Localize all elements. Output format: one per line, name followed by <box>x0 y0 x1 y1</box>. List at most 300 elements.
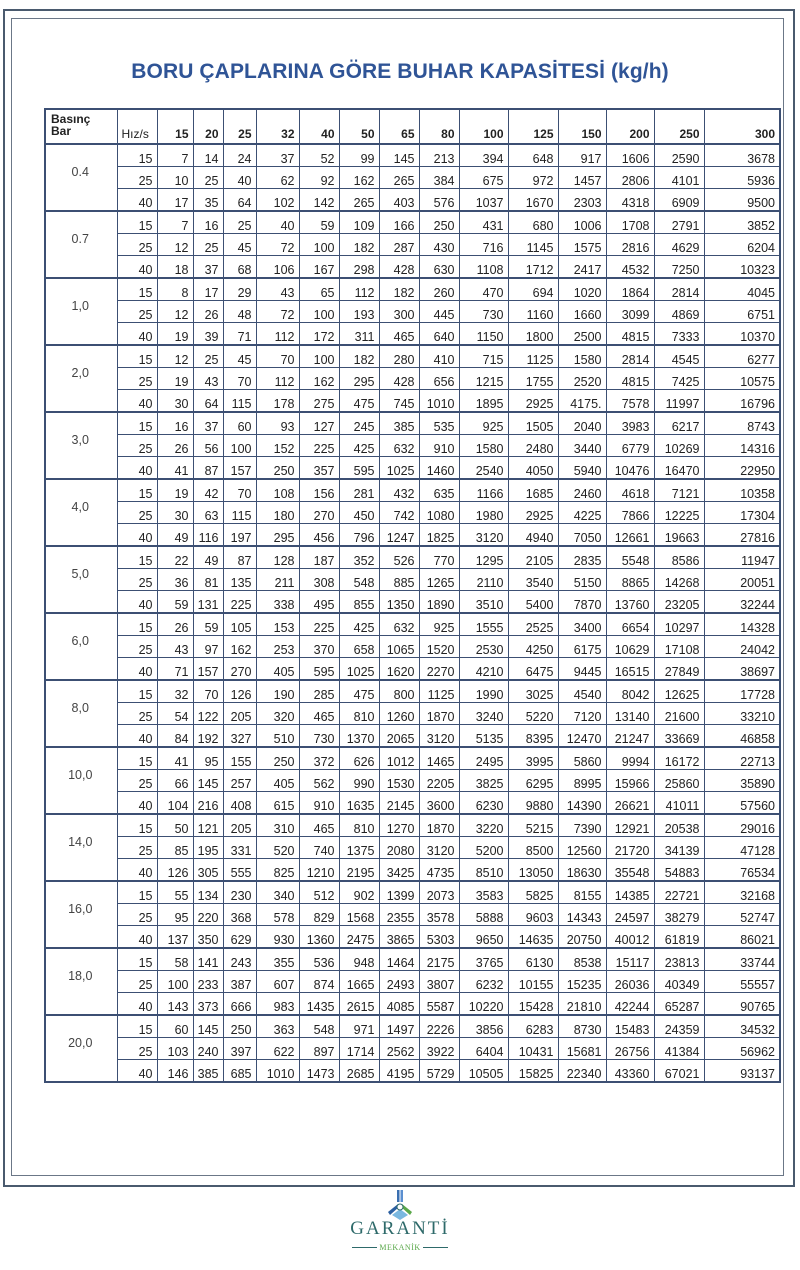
capacity-cell: 126 <box>157 859 193 882</box>
capacity-cell: 4869 <box>654 301 704 323</box>
capacity-cell: 50 <box>157 814 193 837</box>
capacity-cell: 5400 <box>508 591 558 614</box>
capacity-cell: 55557 <box>704 971 780 993</box>
capacity-cell: 32244 <box>704 591 780 614</box>
capacity-cell: 16172 <box>654 747 704 770</box>
capacity-cell: 456 <box>299 524 339 547</box>
capacity-cell: 1606 <box>606 144 654 167</box>
capacity-cell: 1870 <box>419 703 459 725</box>
table-row <box>45 457 780 480</box>
capacity-cell: 548 <box>339 569 379 591</box>
capacity-cell: 116 <box>193 524 223 547</box>
capacity-cell: 2175 <box>419 948 459 971</box>
capacity-cell: 5936 <box>704 167 780 189</box>
capacity-cell: 40 <box>256 211 299 234</box>
pressure-cell: 16,0 <box>45 881 117 948</box>
capacity-cell: 56 <box>193 435 223 457</box>
table-row <box>45 278 780 301</box>
pressure-cell: 5,0 <box>45 546 117 613</box>
capacity-cell: 1895 <box>459 390 508 413</box>
capacity-cell: 1555 <box>459 613 508 636</box>
capacity-cell: 2540 <box>459 457 508 480</box>
capacity-cell: 800 <box>379 680 419 703</box>
capacity-cell: 1010 <box>419 390 459 413</box>
capacity-cell: 5303 <box>419 926 459 949</box>
capacity-cell: 745 <box>379 390 419 413</box>
table-row <box>45 368 780 390</box>
capacity-cell: 12661 <box>606 524 654 547</box>
table-row <box>45 859 780 882</box>
capacity-cell: 192 <box>193 725 223 748</box>
capacity-cell: 281 <box>339 479 379 502</box>
capacity-cell: 19 <box>157 368 193 390</box>
capacity-cell: 13760 <box>606 591 654 614</box>
capacity-cell: 15966 <box>606 770 654 792</box>
capacity-cell: 43360 <box>606 1060 654 1083</box>
capacity-cell: 157 <box>223 457 256 480</box>
capacity-cell: 6217 <box>654 412 704 435</box>
capacity-cell: 510 <box>256 725 299 748</box>
capacity-cell: 6475 <box>508 658 558 681</box>
capacity-cell: 61819 <box>654 926 704 949</box>
capacity-cell: 7425 <box>654 368 704 390</box>
capacity-cell: 885 <box>379 569 419 591</box>
capacity-cell: 70 <box>223 479 256 502</box>
capacity-cell: 21810 <box>558 993 606 1016</box>
capacity-cell: 21720 <box>606 837 654 859</box>
capacity-cell: 2493 <box>379 971 419 993</box>
capacity-cell: 187 <box>299 546 339 569</box>
capacity-cell: 16 <box>193 211 223 234</box>
capacity-cell: 626 <box>339 747 379 770</box>
table-row <box>45 792 780 815</box>
capacity-cell: 20538 <box>654 814 704 837</box>
capacity-cell: 3400 <box>558 613 606 636</box>
speed-cell: 25 <box>117 636 157 658</box>
capacity-cell: 16796 <box>704 390 780 413</box>
capacity-cell: 1247 <box>379 524 419 547</box>
capacity-cell: 526 <box>379 546 419 569</box>
diameter-header: 250 <box>654 109 704 144</box>
capacity-cell: 5940 <box>558 457 606 480</box>
capacity-cell: 4815 <box>606 323 654 346</box>
capacity-cell: 425 <box>339 435 379 457</box>
capacity-cell: 87 <box>193 457 223 480</box>
diameter-header: 100 <box>459 109 508 144</box>
capacity-cell: 8995 <box>558 770 606 792</box>
capacity-cell: 2105 <box>508 546 558 569</box>
capacity-cell: 5888 <box>459 904 508 926</box>
table-row <box>45 837 780 859</box>
capacity-cell: 3220 <box>459 814 508 837</box>
capacity-cell: 8510 <box>459 859 508 882</box>
capacity-cell: 72 <box>256 301 299 323</box>
speed-cell: 25 <box>117 569 157 591</box>
capacity-cell: 9880 <box>508 792 558 815</box>
capacity-cell: 275 <box>299 390 339 413</box>
capacity-cell: 2145 <box>379 792 419 815</box>
capacity-cell: 1457 <box>558 167 606 189</box>
capacity-cell: 6654 <box>606 613 654 636</box>
capacity-cell: 14343 <box>558 904 606 926</box>
capacity-cell: 925 <box>419 613 459 636</box>
capacity-cell: 197 <box>223 524 256 547</box>
speed-cell: 25 <box>117 770 157 792</box>
capacity-cell: 3425 <box>379 859 419 882</box>
capacity-cell: 562 <box>299 770 339 792</box>
capacity-cell: 250 <box>223 1015 256 1038</box>
table-row <box>45 926 780 949</box>
speed-cell: 40 <box>117 591 157 614</box>
capacity-cell: 2110 <box>459 569 508 591</box>
capacity-cell: 2040 <box>558 412 606 435</box>
capacity-cell: 21600 <box>654 703 704 725</box>
speed-cell: 15 <box>117 680 157 703</box>
speed-cell: 25 <box>117 234 157 256</box>
capacity-cell: 1145 <box>508 234 558 256</box>
capacity-cell: 265 <box>339 189 379 212</box>
capacity-cell: 930 <box>256 926 299 949</box>
speed-cell: 15 <box>117 881 157 904</box>
capacity-cell: 63 <box>193 502 223 524</box>
capacity-cell: 1360 <box>299 926 339 949</box>
capacity-cell: 54883 <box>654 859 704 882</box>
capacity-cell: 60 <box>157 1015 193 1038</box>
table-row <box>45 524 780 547</box>
capacity-cell: 26036 <box>606 971 654 993</box>
capacity-cell: 1012 <box>379 747 419 770</box>
capacity-cell: 432 <box>379 479 419 502</box>
capacity-cell: 16 <box>157 412 193 435</box>
capacity-cell: 384 <box>419 167 459 189</box>
capacity-cell: 7121 <box>654 479 704 502</box>
capacity-cell: 4250 <box>508 636 558 658</box>
capacity-cell: 12225 <box>654 502 704 524</box>
capacity-cell: 1465 <box>419 747 459 770</box>
capacity-cell: 648 <box>508 144 558 167</box>
capacity-cell: 16515 <box>606 658 654 681</box>
table-row <box>45 770 780 792</box>
capacity-cell: 445 <box>419 301 459 323</box>
table-row <box>45 680 780 703</box>
capacity-cell: 917 <box>558 144 606 167</box>
capacity-cell: 1714 <box>339 1038 379 1060</box>
pressure-cell: 0.7 <box>45 211 117 278</box>
capacity-cell: 825 <box>256 859 299 882</box>
speed-cell: 25 <box>117 971 157 993</box>
capacity-cell: 19 <box>157 479 193 502</box>
table-row <box>45 256 780 279</box>
capacity-cell: 134 <box>193 881 223 904</box>
capacity-cell: 5729 <box>419 1060 459 1083</box>
diameter-header: 25 <box>223 109 256 144</box>
capacity-cell: 52 <box>299 144 339 167</box>
capacity-cell: 3540 <box>508 569 558 591</box>
capacity-cell: 3120 <box>419 725 459 748</box>
diameter-header: 40 <box>299 109 339 144</box>
capacity-cell: 86021 <box>704 926 780 949</box>
capacity-cell: 112 <box>256 368 299 390</box>
capacity-cell: 385 <box>379 412 419 435</box>
table-row <box>45 144 780 167</box>
capacity-cell: 403 <box>379 189 419 212</box>
capacity-cell: 350 <box>193 926 223 949</box>
capacity-cell: 105 <box>223 613 256 636</box>
capacity-cell: 3995 <box>508 747 558 770</box>
capacity-cell: 2925 <box>508 502 558 524</box>
capacity-cell: 1464 <box>379 948 419 971</box>
capacity-cell: 548 <box>299 1015 339 1038</box>
capacity-cell: 3856 <box>459 1015 508 1038</box>
capacity-cell: 220 <box>193 904 223 926</box>
capacity-cell: 1497 <box>379 1015 419 1038</box>
capacity-cell: 7120 <box>558 703 606 725</box>
capacity-cell: 8743 <box>704 412 780 435</box>
page-title: BORU ÇAPLARINA GÖRE BUHAR KAPASİTESİ (kg/h) <box>131 60 669 83</box>
speed-cell: 40 <box>117 993 157 1016</box>
capacity-cell: 3440 <box>558 435 606 457</box>
capacity-cell: 23205 <box>654 591 704 614</box>
capacity-cell: 535 <box>419 412 459 435</box>
capacity-cell: 33669 <box>654 725 704 748</box>
table-row <box>45 345 780 368</box>
table-row <box>45 569 780 591</box>
capacity-cell: 1025 <box>339 658 379 681</box>
capacity-cell: 25 <box>193 234 223 256</box>
capacity-cell: 14635 <box>508 926 558 949</box>
table-row <box>45 703 780 725</box>
capacity-cell: 742 <box>379 502 419 524</box>
capacity-cell: 35890 <box>704 770 780 792</box>
capacity-cell: 5215 <box>508 814 558 837</box>
capacity-cell: 68 <box>223 256 256 279</box>
pressure-cell: 4,0 <box>45 479 117 546</box>
capacity-cell: 685 <box>223 1060 256 1083</box>
capacity-cell: 49 <box>157 524 193 547</box>
capacity-cell: 4085 <box>379 993 419 1016</box>
capacity-cell: 127 <box>299 412 339 435</box>
capacity-cell: 65 <box>299 278 339 301</box>
speed-header: Hız/s <box>117 109 157 144</box>
capacity-cell: 1635 <box>339 792 379 815</box>
capacity-cell: 193 <box>339 301 379 323</box>
capacity-cell: 1530 <box>379 770 419 792</box>
capacity-cell: 90765 <box>704 993 780 1016</box>
capacity-cell: 8538 <box>558 948 606 971</box>
table-row <box>45 323 780 346</box>
capacity-cell: 8395 <box>508 725 558 748</box>
capacity-cell: 308 <box>299 569 339 591</box>
table-row <box>45 971 780 993</box>
capacity-cell: 397 <box>223 1038 256 1060</box>
capacity-cell: 24 <box>223 144 256 167</box>
capacity-cell: 145 <box>193 770 223 792</box>
capacity-cell: 265 <box>379 167 419 189</box>
capacity-cell: 331 <box>223 837 256 859</box>
capacity-cell: 9603 <box>508 904 558 926</box>
capacity-cell: 3240 <box>459 703 508 725</box>
capacity-cell: 607 <box>256 971 299 993</box>
capacity-cell: 2530 <box>459 636 508 658</box>
capacity-cell: 100 <box>299 345 339 368</box>
capacity-cell: 622 <box>256 1038 299 1060</box>
capacity-cell: 70 <box>256 345 299 368</box>
speed-cell: 40 <box>117 1060 157 1083</box>
capacity-cell: 62 <box>256 167 299 189</box>
company-logo <box>340 1190 460 1260</box>
capacity-cell: 115 <box>223 390 256 413</box>
capacity-cell: 394 <box>459 144 508 167</box>
capacity-cell: 128 <box>256 546 299 569</box>
capacity-cell: 14328 <box>704 613 780 636</box>
diameter-header: 65 <box>379 109 419 144</box>
logo-mark-icon <box>386 1190 414 1220</box>
capacity-cell: 155 <box>223 747 256 770</box>
capacity-cell: 12 <box>157 234 193 256</box>
table-row <box>45 1015 780 1038</box>
capacity-cell: 13050 <box>508 859 558 882</box>
capacity-cell: 145 <box>193 1015 223 1038</box>
capacity-cell: 13140 <box>606 703 654 725</box>
capacity-cell: 512 <box>299 881 339 904</box>
capacity-cell: 1399 <box>379 881 419 904</box>
capacity-cell: 990 <box>339 770 379 792</box>
capacity-cell: 5135 <box>459 725 508 748</box>
capacity-cell: 26 <box>157 435 193 457</box>
capacity-cell: 9500 <box>704 189 780 212</box>
pressure-cell: 3,0 <box>45 412 117 479</box>
capacity-cell: 1712 <box>508 256 558 279</box>
capacity-cell: 810 <box>339 703 379 725</box>
capacity-cell: 320 <box>256 703 299 725</box>
speed-cell: 15 <box>117 613 157 636</box>
capacity-cell: 2355 <box>379 904 419 926</box>
capacity-cell: 40349 <box>654 971 704 993</box>
capacity-cell: 7 <box>157 144 193 167</box>
logo-sub-text: MEKANİK <box>379 1242 421 1252</box>
capacity-cell: 126 <box>223 680 256 703</box>
capacity-cell: 8730 <box>558 1015 606 1038</box>
capacity-cell: 7870 <box>558 591 606 614</box>
capacity-cell: 730 <box>299 725 339 748</box>
capacity-cell: 37 <box>256 144 299 167</box>
capacity-cell: 910 <box>299 792 339 815</box>
capacity-cell: 428 <box>379 256 419 279</box>
capacity-cell: 7578 <box>606 390 654 413</box>
table-row <box>45 546 780 569</box>
capacity-cell: 72 <box>256 234 299 256</box>
capacity-cell: 15483 <box>606 1015 654 1038</box>
table-row <box>45 189 780 212</box>
table-row <box>45 948 780 971</box>
capacity-cell: 2417 <box>558 256 606 279</box>
capacity-cell: 35 <box>193 189 223 212</box>
capacity-cell: 450 <box>339 502 379 524</box>
capacity-cell: 70 <box>193 680 223 703</box>
capacity-cell: 157 <box>193 658 223 681</box>
capacity-cell: 45 <box>223 345 256 368</box>
table-row <box>45 814 780 837</box>
capacity-cell: 829 <box>299 904 339 926</box>
capacity-cell: 102 <box>256 189 299 212</box>
capacity-cell: 338 <box>256 591 299 614</box>
table-row <box>45 412 780 435</box>
capacity-cell: 10629 <box>606 636 654 658</box>
capacity-cell: 99 <box>339 144 379 167</box>
capacity-cell: 15117 <box>606 948 654 971</box>
capacity-cell: 153 <box>256 613 299 636</box>
capacity-cell: 310 <box>256 814 299 837</box>
capacity-cell: 2590 <box>654 144 704 167</box>
capacity-cell: 48 <box>223 301 256 323</box>
capacity-cell: 190 <box>256 680 299 703</box>
capacity-cell: 26621 <box>606 792 654 815</box>
speed-cell: 25 <box>117 167 157 189</box>
capacity-cell: 10297 <box>654 613 704 636</box>
capacity-cell: 9445 <box>558 658 606 681</box>
capacity-cell: 3765 <box>459 948 508 971</box>
capacity-cell: 1010 <box>256 1060 299 1083</box>
capacity-cell: 162 <box>223 636 256 658</box>
capacity-cell: 465 <box>299 703 339 725</box>
capacity-cell: 3865 <box>379 926 419 949</box>
capacity-cell: 45 <box>223 234 256 256</box>
capacity-cell: 162 <box>339 167 379 189</box>
capacity-cell: 42 <box>193 479 223 502</box>
capacity-cell: 106 <box>256 256 299 279</box>
capacity-cell: 2073 <box>419 881 459 904</box>
capacity-cell: 796 <box>339 524 379 547</box>
capacity-cell: 1620 <box>379 658 419 681</box>
capacity-cell: 385 <box>193 1060 223 1083</box>
capacity-cell: 4532 <box>606 256 654 279</box>
capacity-cell: 630 <box>419 256 459 279</box>
capacity-cell: 29 <box>223 278 256 301</box>
speed-cell: 25 <box>117 435 157 457</box>
capacity-cell: 11997 <box>654 390 704 413</box>
pressure-cell: 8,0 <box>45 680 117 747</box>
capacity-cell: 60 <box>223 412 256 435</box>
capacity-cell: 2205 <box>419 770 459 792</box>
capacity-cell: 22713 <box>704 747 780 770</box>
table-row <box>45 725 780 748</box>
capacity-cell: 182 <box>339 234 379 256</box>
capacity-cell: 520 <box>256 837 299 859</box>
capacity-cell: 270 <box>299 502 339 524</box>
capacity-cell: 253 <box>256 636 299 658</box>
capacity-cell: 635 <box>419 479 459 502</box>
speed-cell: 15 <box>117 479 157 502</box>
capacity-cell: 55 <box>157 881 193 904</box>
capacity-cell: 5860 <box>558 747 606 770</box>
table-row <box>45 211 780 234</box>
capacity-cell: 629 <box>223 926 256 949</box>
capacity-cell: 971 <box>339 1015 379 1038</box>
capacity-cell: 428 <box>379 368 419 390</box>
capacity-cell: 34532 <box>704 1015 780 1038</box>
diameter-header: 80 <box>419 109 459 144</box>
capacity-cell: 20750 <box>558 926 606 949</box>
capacity-cell: 1166 <box>459 479 508 502</box>
capacity-cell: 7050 <box>558 524 606 547</box>
capacity-cell: 3678 <box>704 144 780 167</box>
capacity-cell: 810 <box>339 814 379 837</box>
capacity-cell: 104 <box>157 792 193 815</box>
capacity-cell: 405 <box>256 770 299 792</box>
capacity-cell: 108 <box>256 479 299 502</box>
capacity-cell: 3120 <box>419 837 459 859</box>
capacity-cell: 2520 <box>558 368 606 390</box>
